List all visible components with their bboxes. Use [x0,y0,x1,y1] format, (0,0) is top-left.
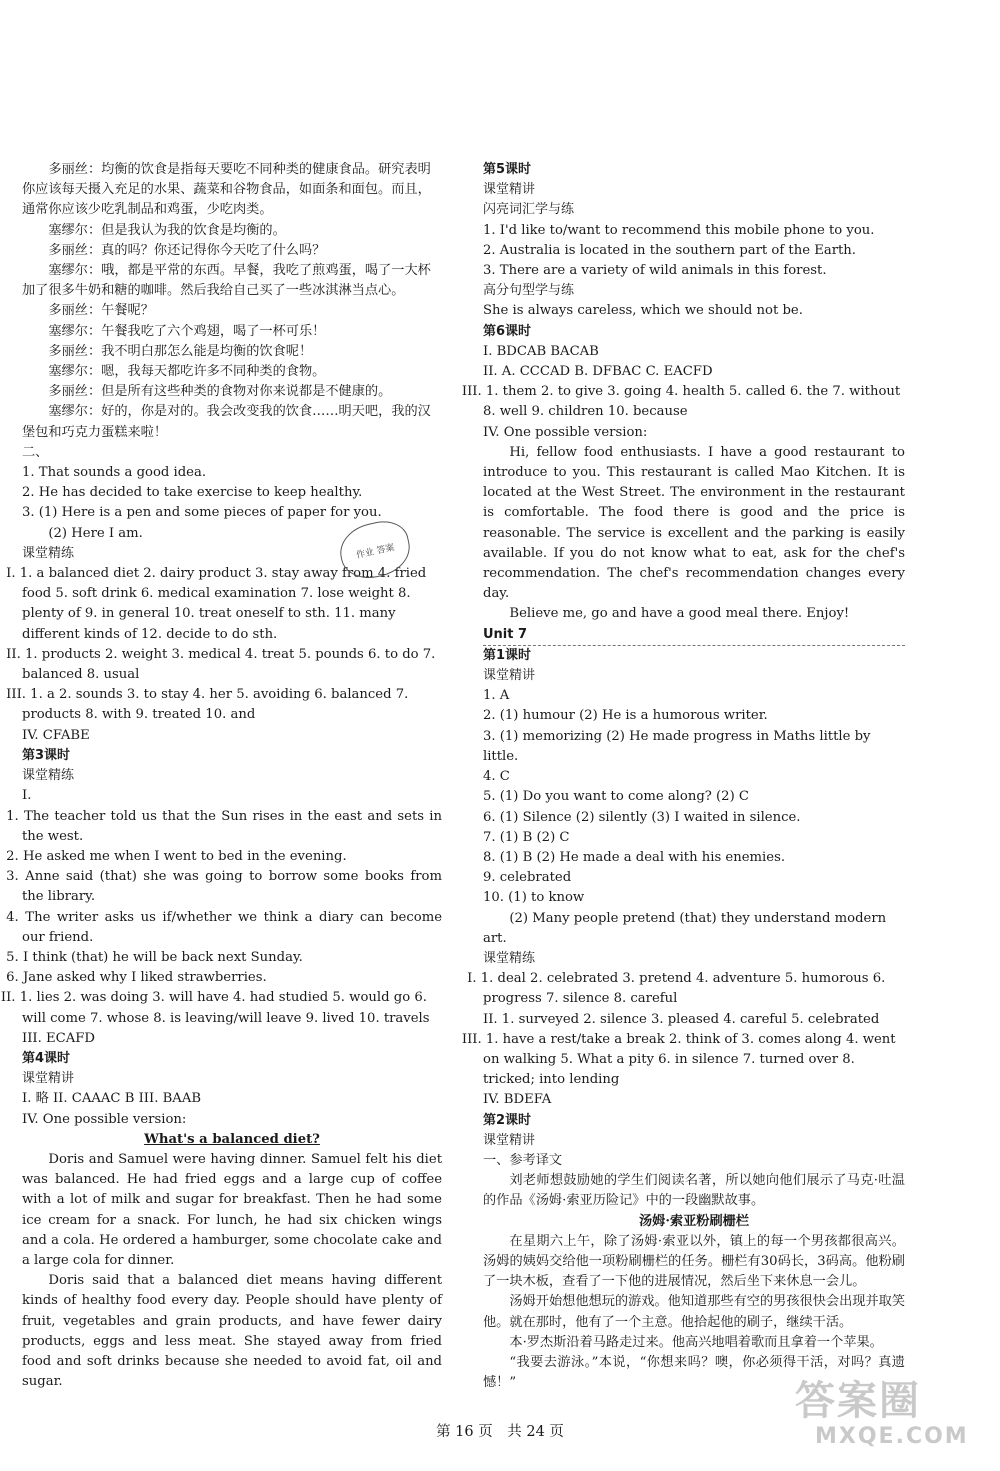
subsection-heading: 高分句型学与练 [483,283,575,299]
watermark-text: 答案圈 [795,1378,921,1424]
stamp-text: 作业 答案 [355,542,396,561]
subsection-heading: 闪亮词汇学与练 [483,202,575,218]
answer-line: 2. He asked me when I went to bed in the evening. [6,848,347,864]
left-column [0,160,442,1392]
answer-line: 6. Jane asked why I liked strawberries. [6,970,267,986]
dialog-line: 多丽丝：均衡的饮食是指每天要吃不同种类的健康食品。研究表明你应该每天摄入充足的水果、蔬菜和谷物食品，如面条和面包。而且，通常你应该少吃乳制品和鸡蛋，少吃肉类。 [22,162,431,218]
translation-paragraph: “我要去游泳。”本说，“你想来吗？噢，你必须得干活，对吗？真遗憾！” [483,1354,905,1391]
dialog-line: 多丽丝：但是所有这些种类的食物对你来说都是不健康的。 [48,384,392,400]
translation-paragraph: 在星期六上午，除了汤姆·索亚以外，镇上的每一个男孩都很高兴。汤姆的姨妈交给他一项粉刷栅栏的任务。栅栏有30码长，3码高。他粉刷了一块木板，查看了一下他的进展情况，然后坐下来休息一会儿。 [483,1233,905,1290]
right-column [461,160,906,1393]
answer-line: 3. There are a variety of wild animals in this forest. [483,263,827,279]
answer-line: II. A. CCCAD B. DFBAC C. EACFD [483,364,713,380]
lesson-heading: 第2课时 [483,1112,532,1128]
answer-line: III. 1. them 2. to give 3. going 4. health 5. called 6. the 7. without 8. well 9. children 10. because [461,384,901,420]
essay-title: What's a balanced diet? [144,1131,320,1147]
translation-paragraph: 本·罗杰斯沿着马路走过来。他高兴地唱着歌而且拿着一个苹果。 [509,1334,883,1350]
watermark-logo [795,1378,985,1468]
answer-line: 7. (1) B (2) C [483,829,570,845]
lesson-heading: 第4课时 [22,1050,71,1066]
answer-line: 1. A [483,688,510,704]
section-heading: 课堂精练 [483,950,536,966]
answer-line: (2) Many people pretend (that) they understand modern art. [483,910,887,946]
lesson-heading: 第1课时 [483,647,532,663]
dialog-line: 多丽丝：午餐呢？ [48,303,154,319]
translation-intro: 刘老师想鼓励她的学生们阅读名著，所以她向他们展示了马克·吐温的作品《汤姆·索亚历险记》中的一段幽默故事。 [483,1173,905,1209]
answer-line: II. 1. lies 2. was doing 3. will have 4. had studied 5. would go 6. will come 7. whose 8. is leaving/will leave 9. lived 10. travels [0,990,430,1026]
answer-line: I. 1. a balanced diet 2. dairy product 3. stay away from 4. fried food 5. soft drink 6. medical examination 7. lose weight 8. plenty of 9. in general 10. treat oneself to sth. 11. many different kinds of 12. decide to do sth. [6,566,427,642]
answer-line: IV. CFABE [22,727,90,743]
answer-line: III. ECAFD [22,1030,95,1046]
answer-line: IV. One possible version: [22,1111,187,1127]
answer-line: 6. (1) Silence (2) silently (3) I waited in silence. [483,809,801,825]
translation-paragraph: 汤姆开始想他想玩的游戏。他知道那些有空的男孩很快会出现并取笑他。就在那时，他有了一个主意。他拾起他的刷子，继续干活。 [483,1294,906,1330]
dialog-line: 塞缪尔：哦，都是平常的东西。早餐，我吃了煎鸡蛋，喝了一大杯加了很多牛奶和糖的咖啡。然后我给自己买了一些冰淇淋当点心。 [22,263,431,299]
answer-line: 4. The writer asks us if/whether we think a diary can become our friend. [6,909,442,945]
section-heading: 课堂精练 [22,768,75,784]
letter-paragraph: Believe me, go and have a good meal there. Enjoy! [509,606,850,622]
dialog-line: 塞缪尔：但是我认为我的饮食是均衡的。 [48,222,286,238]
answer-line: I. BDCAB BACAB [483,343,599,359]
answer-line: 3. Anne said (that) she was going to borrow some books from the library. [6,869,442,905]
answer-line: 3. (1) memorizing (2) He made progress in Maths little by little. [483,728,871,764]
answer-line: 3. (1) Here is a pen and some pieces of paper for you. [22,505,382,521]
answer-line: 1. That sounds a good idea. [22,465,207,481]
essay-paragraph: Doris said that a balanced diet means having different kinds of healthy food every day. People should have plenty of fruit, vegetables and grain products, and have fewer dairy products, eggs and less meat. She stayed away from fried food and soft drinks because she needed to avoid fat, oil and sugar. [22,1273,442,1390]
answer-line: IV. One possible version: [483,424,648,440]
lesson-heading: 第6课时 [483,323,532,339]
answer-line: III. 1. a 2. sounds 3. to stay 4. her 5. avoiding 6. balanced 7. products 8. with 9. treated 10. and [6,687,409,723]
dialog-line: 塞缪尔：嗯，我每天都吃许多不同种类的食物。 [48,364,326,380]
answer-line: 9. celebrated [483,870,572,886]
dialog-line: 多丽丝：真的吗？你还记得你今天吃了什么吗？ [48,242,326,258]
section-heading: 课堂精讲 [22,1071,75,1087]
answer-line: II. 1. surveyed 2. silence 3. pleased 4. careful 5. celebrated [483,1011,880,1027]
answer-line: I. 略 II. CAAAC B III. BAAB [22,1091,202,1107]
answer-line: (2) Here I am. [48,525,143,541]
dialog-line: 塞缪尔：午餐我吃了六个鸡翅，喝了一杯可乐！ [48,323,326,339]
section-heading: 课堂精讲 [483,182,536,198]
roman-label: I. [22,788,32,804]
subsection-heading: 一、参考译文 [483,1152,563,1168]
answer-line: She is always careless, which we should not be. [483,303,803,319]
lesson-heading: 第5课时 [483,162,532,177]
answer-line: 5. I think (that) he will be back next Sunday. [6,949,303,965]
dialog-line: 塞缪尔：好的，你是对的。我会改变我的饮食……明天吧，我的汉堡包和巧克力蛋糕来啦！ [22,404,431,440]
answer-line: 5. (1) Do you want to come along? (2) C [483,789,749,805]
answer-line: 8. (1) B (2) He made a deal with his enemies. [483,849,786,865]
answer-line: 4. C [483,769,510,785]
section-heading: 课堂精练 [22,545,75,561]
answer-line: 10. (1) to know [483,890,585,906]
answer-line: IV. BDEFA [483,1092,552,1108]
answer-line: III. 1. have a rest/take a break 2. think of 3. comes along 4. went on walking 5. What a pity 6. in silence 7. turned over 8. tricked; into lending [461,1031,896,1088]
page-footer: 第 16 页 共 24 页 [436,1424,564,1440]
letter-paragraph: Hi, fellow food enthusiasts. I have a good restaurant to introduce to you. This restaurant is called Mao Kitchen. It is located at the West Street. The environment in the restaurant is comfortable. The food there is good and the price is reasonable. The service is excellent and the parking is easily available. If you do not know what to eat, ask for the chef's recommendation. The chef's recommendation changes every day. [483,444,905,602]
section-heading: 课堂精讲 [483,1132,536,1148]
answer-line: 2. Australia is located in the southern part of the Earth. [483,242,856,258]
answer-line: II. 1. products 2. weight 3. medical 4. treat 5. pounds 6. to do 7. balanced 8. usual [6,646,436,683]
lesson-heading: 第3课时 [22,747,71,763]
answer-line: I. 1. deal 2. celebrated 3. pretend 4. adventure 5. humorous 6. progress 7. silence 8. careful [467,971,886,1007]
translation-title: 汤姆·索亚粉刷栅栏 [638,1213,750,1229]
dialog-line: 多丽丝：我不明白那怎么能是均衡的饮食呢！ [48,343,313,359]
essay-paragraph: Doris and Samuel were having dinner. Samuel felt his diet was balanced. He had fried eggs and a large cup of coffee with a lot of milk and sugar for breakfast. Then he had some ice cream for a snack. For lunch, he had six chicken wings and a cola. He ordered a hamburger, some chocolate cake and a large cola for dinner. [22,1151,442,1268]
section-label: 二、 [22,444,49,460]
answer-line: 2. (1) humour (2) He is a humorous writer. [483,708,768,724]
section-heading: 课堂精讲 [483,668,536,684]
answer-line: 1. The teacher told us that the Sun rises in the east and sets in the west. [6,808,442,844]
unit-heading: Unit 7 [483,625,905,646]
answer-line: 2. He has decided to take exercise to keep healthy. [22,485,363,501]
watermark-url: MXQE.COM [815,1424,969,1449]
answer-line: 1. I'd like to/want to recommend this mobile phone to you. [483,222,875,238]
